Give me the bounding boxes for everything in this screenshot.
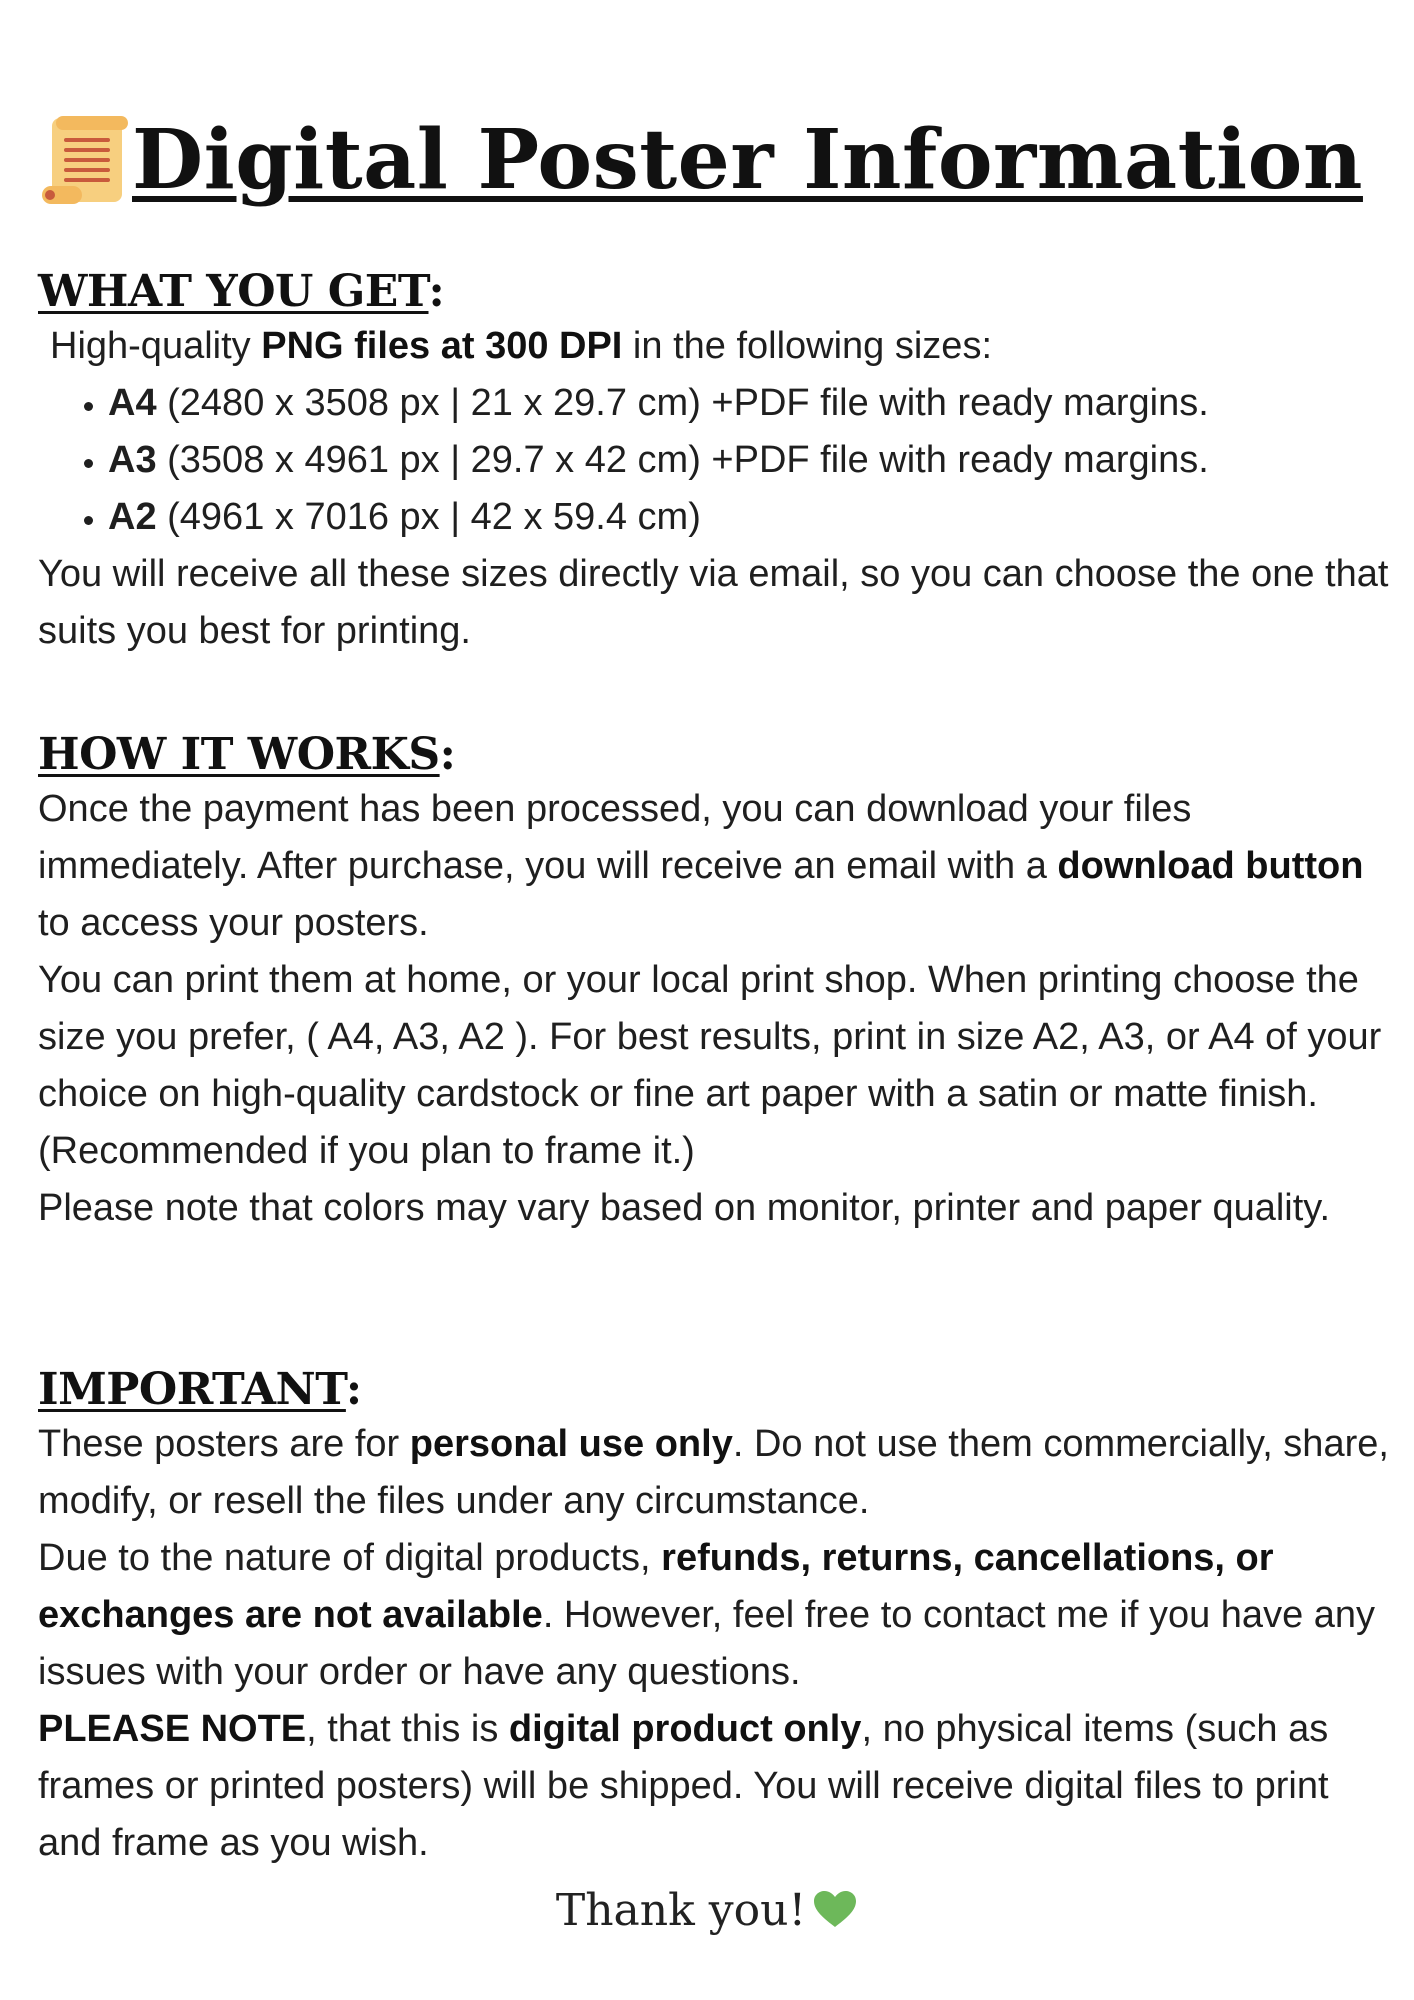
important-paragraph-2: Due to the nature of digital products, refunds, returns, cancellations, or exchanges are not available. However, feel free to contact me if you have any issues with your order or have any questions. <box>38 1537 1376 1693</box>
page-title: Digital Poster Information <box>132 112 1363 208</box>
size-item-a3: • A3 (3508 x 4961 px | 29.7 x 42 cm) +PDF file with ready margins. <box>108 432 1398 489</box>
size-item-a2: • A2 (4961 x 7016 px | 42 x 59.4 cm) <box>108 489 1398 546</box>
scroll-icon <box>38 112 130 208</box>
important-heading: IMPORTANT: <box>38 1364 362 1415</box>
size-list <box>38 375 1398 546</box>
thank-you-line <box>0 1885 1414 1936</box>
size-item-a4: • A4 (2480 x 3508 px | 21 x 29.7 cm) +PDF file with ready margins. <box>108 375 1398 432</box>
green-heart-icon <box>812 1889 858 1929</box>
what-you-get-section <box>38 266 1398 660</box>
how-it-works-paragraph-3: Please note that colors may vary based on monitor, printer and paper quality. <box>38 1187 1331 1229</box>
important-section <box>38 1364 1398 1872</box>
how-it-works-paragraph-1: Once the payment has been processed, you can download your files immediately. After purchase, you will receive an email with a download button to access your posters. <box>38 788 1364 944</box>
what-you-get-outro: You will receive all these sizes directly via email, so you can choose the one that suits you best for printing. <box>38 553 1389 652</box>
what-you-get-intro: High-quality PNG files at 300 DPI in the following sizes: <box>50 325 993 367</box>
how-it-works-heading: HOW IT WORKS: <box>38 729 456 780</box>
important-paragraph-3: PLEASE NOTE, that this is digital product only, no physical items (such as frames or printed posters) will be shipped. You will receive digital files to print and frame as you wish. <box>38 1708 1329 1864</box>
thank-you-text: Thank you! <box>555 1885 807 1936</box>
what-you-get-heading: WHAT YOU GET: <box>38 266 445 317</box>
how-it-works-section <box>38 729 1398 1237</box>
title-row <box>38 105 1363 215</box>
important-paragraph-1: These posters are for personal use only. Do not use them commercially, share, modify, or resell the files under any circumstance. <box>38 1423 1389 1522</box>
how-it-works-paragraph-2: You can print them at home, or your local print shop. When printing choose the size you prefer, ( A4, A3, A2 ). For best results, print in size A2, A3, or A4 of your choice on high-quality cardstock or fine art paper with a satin or matte finish. (Recommended if you plan to frame it.) <box>38 959 1382 1172</box>
